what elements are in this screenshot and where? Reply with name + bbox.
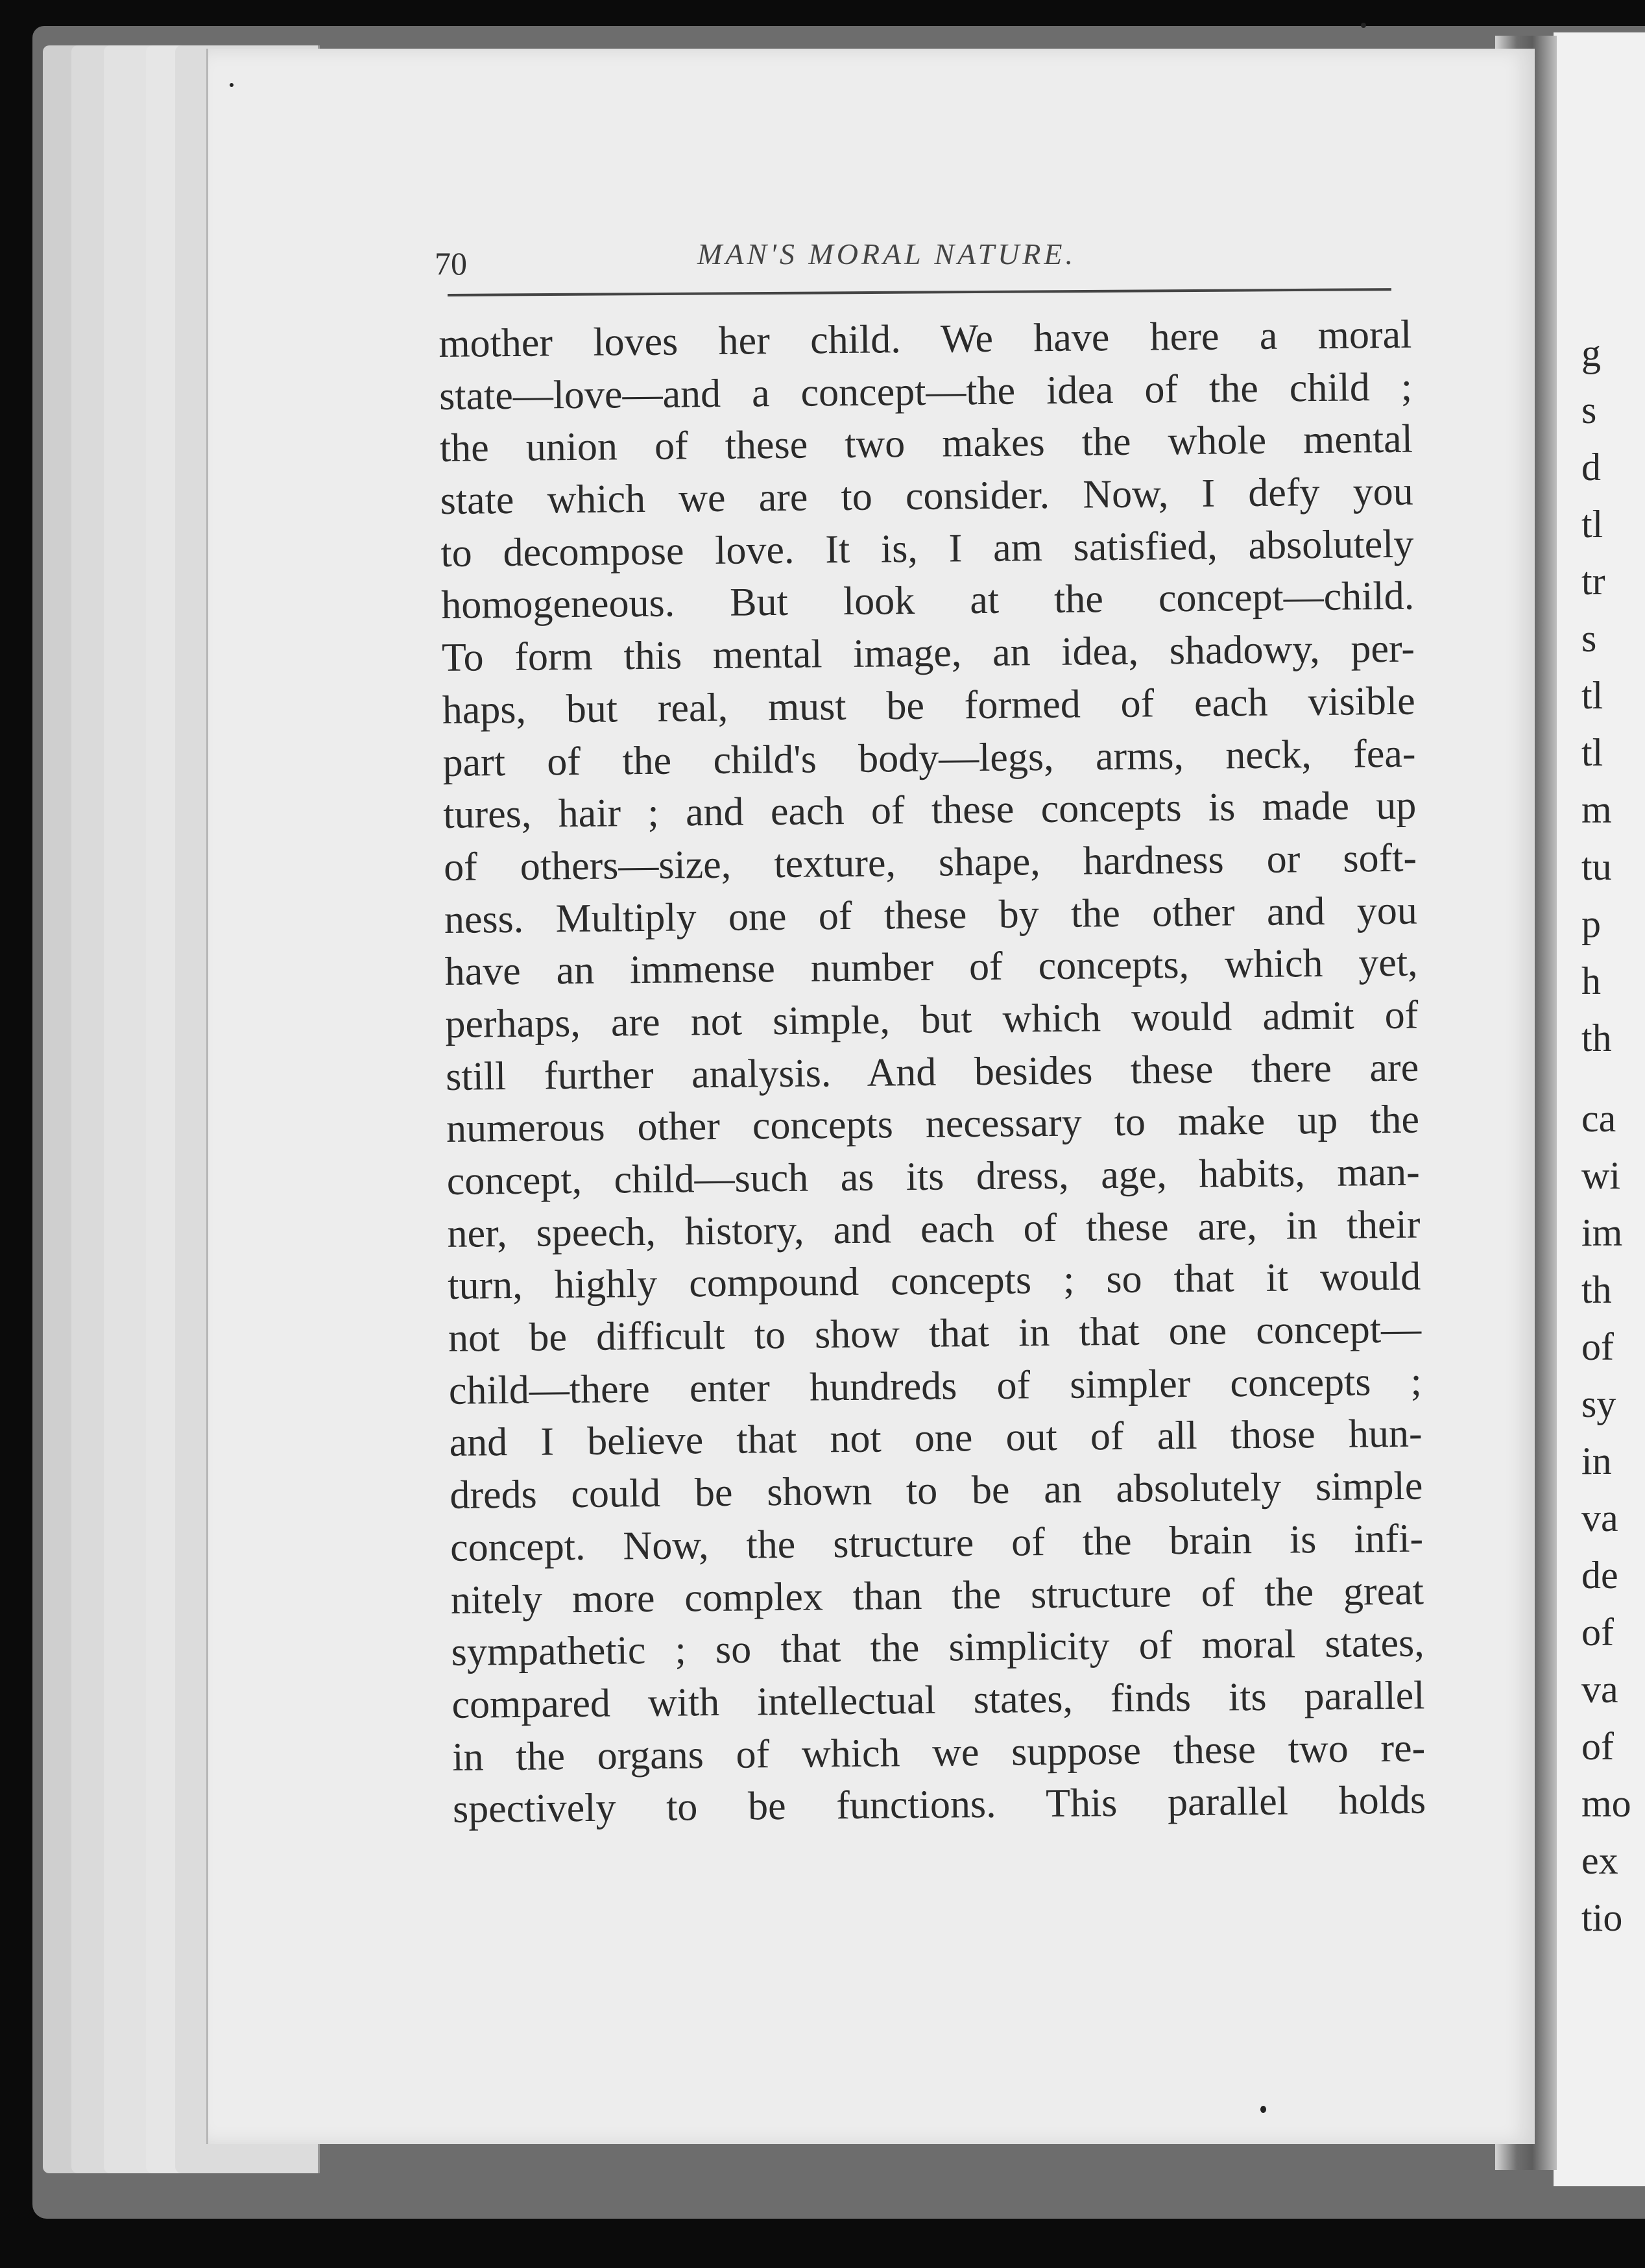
text-line: tures, hair ; and each of these concepts is made up bbox=[443, 783, 1417, 838]
text-line: state—love—and a concept—the idea of the child ; bbox=[438, 365, 1413, 418]
text-line: in the organs of which we suppose these two re- bbox=[451, 1726, 1426, 1779]
facing-fragment: tl bbox=[1581, 674, 1603, 717]
text-line: part of the child's body—legs, arms, neck, fea- bbox=[442, 731, 1416, 785]
text-line: still further analysis. And besides these there are bbox=[445, 1045, 1419, 1099]
facing-fragment: tl bbox=[1581, 503, 1603, 546]
text-line: concept, child—such as its dress, age, habits, man- bbox=[446, 1150, 1421, 1203]
text-line: nitely more complex than the structure of the great bbox=[450, 1569, 1424, 1623]
facing-fragment: of bbox=[1581, 1611, 1614, 1654]
facing-page-column-upper bbox=[1581, 324, 1645, 1067]
text-line: homogeneous. But look at the concept—child. bbox=[440, 574, 1415, 628]
text-line: sympathetic ; so that the simplicity of moral states, bbox=[451, 1621, 1425, 1675]
text-line: child—there enter hundreds of simpler concepts ; bbox=[448, 1359, 1423, 1413]
text-line: compared with intellectual states, finds its parallel bbox=[451, 1673, 1425, 1727]
text-line: concept. Now, the structure of the brain is infi- bbox=[450, 1516, 1424, 1570]
facing-fragment: d bbox=[1581, 446, 1601, 489]
text-line: ner, speech, history, and each of these are, in their bbox=[447, 1202, 1421, 1256]
facing-fragment: m bbox=[1581, 788, 1612, 831]
text-line: state which we are to consider. Now, I defy you bbox=[440, 469, 1413, 524]
facing-fragment: s bbox=[1581, 389, 1597, 431]
text-line: dreds could be shown to be an absolutely simple bbox=[450, 1464, 1423, 1518]
facing-fragment: g bbox=[1581, 332, 1601, 374]
facing-fragment: tu bbox=[1581, 845, 1612, 888]
facing-fragment: th bbox=[1581, 1268, 1612, 1311]
facing-fragment: p bbox=[1581, 902, 1601, 945]
facing-fragment: de bbox=[1581, 1554, 1618, 1597]
facing-fragment: ex bbox=[1581, 1839, 1618, 1882]
text-line: of others—size, texture, shape, hardness or soft- bbox=[443, 836, 1417, 889]
facing-fragment: in bbox=[1581, 1440, 1612, 1482]
facing-fragment: va bbox=[1581, 1668, 1618, 1711]
text-line: spectively to be functions. This parallel holds bbox=[452, 1778, 1426, 1832]
text-line: to decompose love. It is, I am satisfied, absolutely bbox=[440, 522, 1414, 575]
page-header bbox=[435, 237, 1388, 282]
facing-fragment: tio bbox=[1581, 1896, 1623, 1939]
facing-fragment: mo bbox=[1581, 1782, 1631, 1825]
text-line: the union of these two makes the whole mental bbox=[439, 416, 1413, 471]
scan-speck bbox=[230, 83, 234, 87]
facing-page-column-lower bbox=[1581, 1090, 1645, 1946]
facing-fragment: tr bbox=[1581, 560, 1605, 603]
scan-speck bbox=[1361, 23, 1366, 28]
running-head: MAN'S MORAL NATURE. bbox=[697, 237, 1076, 271]
text-line: have an immense number of concepts, which yet, bbox=[444, 940, 1418, 995]
facing-fragment: ca bbox=[1581, 1097, 1616, 1140]
facing-fragment: h bbox=[1581, 959, 1601, 1002]
text-line: numerous other concepts necessary to make up the bbox=[446, 1097, 1420, 1152]
text-line: To form this mental image, an idea, shadowy, per- bbox=[441, 626, 1415, 681]
text-line: and I believe that not one out of all those hun- bbox=[449, 1411, 1423, 1466]
facing-fragment: tl bbox=[1581, 731, 1603, 774]
facing-fragment: of bbox=[1581, 1725, 1614, 1768]
page-number: 70 bbox=[435, 245, 467, 282]
text-line: not be difficult to show that in that one concept— bbox=[448, 1307, 1422, 1360]
text-line: mother loves her child. We have here a moral bbox=[438, 312, 1412, 366]
text-line: turn, highly compound concepts ; so that it would bbox=[447, 1254, 1421, 1309]
facing-fragment: of bbox=[1581, 1325, 1614, 1368]
scan-speck bbox=[1260, 2106, 1266, 2113]
text-line: perhaps, are not simple, but which would admit of bbox=[445, 993, 1419, 1046]
facing-fragment: im bbox=[1581, 1211, 1623, 1254]
text-line: haps, but real, must be formed of each visible bbox=[442, 679, 1416, 732]
facing-fragment: wi bbox=[1581, 1154, 1620, 1197]
text-line: ness. Multiply one of these by the other and you bbox=[444, 888, 1418, 942]
facing-fragment: th bbox=[1581, 1017, 1612, 1059]
facing-fragment: va bbox=[1581, 1497, 1618, 1539]
body-text bbox=[438, 309, 1426, 1836]
facing-fragment: sy bbox=[1581, 1382, 1616, 1425]
facing-fragment: s bbox=[1581, 617, 1597, 660]
